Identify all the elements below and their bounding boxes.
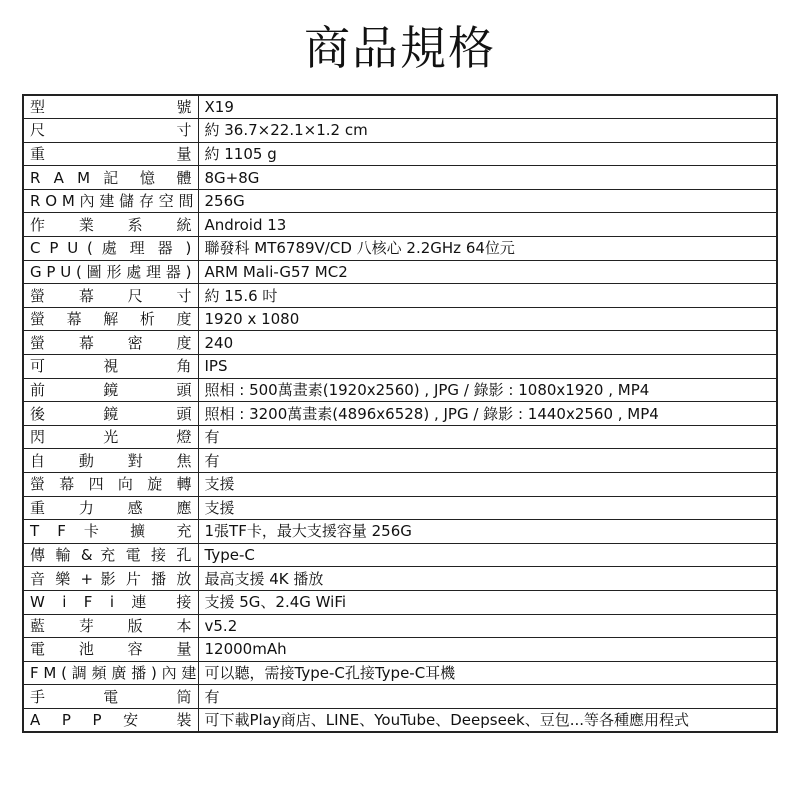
spec-value: 有	[198, 449, 777, 473]
spec-label: 音 樂 + 影 片 播 放	[30, 569, 192, 588]
spec-row	[23, 166, 777, 190]
spec-row	[23, 284, 777, 308]
spec-label: 型 號	[30, 98, 192, 117]
spec-row	[23, 119, 777, 143]
spec-row	[23, 237, 777, 261]
spec-label-cell	[23, 378, 198, 402]
spec-label: 藍 芽 版 本	[30, 616, 192, 635]
spec-value: 有	[198, 425, 777, 449]
spec-label-cell	[23, 355, 198, 379]
spec-label: W i F i 連 接	[30, 593, 192, 612]
spec-value: 有	[198, 685, 777, 709]
spec-label-cell	[23, 213, 198, 237]
spec-label: 尺 寸	[30, 121, 192, 140]
spec-label-cell	[23, 237, 198, 261]
spec-value: 可下載Play商店、LINE、YouTube、Deepseek、豆包...等各種應用程式	[198, 708, 777, 732]
spec-label-cell	[23, 708, 198, 732]
spec-row	[23, 520, 777, 544]
spec-row	[23, 189, 777, 213]
spec-row	[23, 543, 777, 567]
spec-label-cell	[23, 189, 198, 213]
spec-value: 最高支援 4K 播放	[198, 567, 777, 591]
spec-label: 後 鏡 頭	[30, 404, 192, 423]
spec-label-cell	[23, 567, 198, 591]
spec-row	[23, 685, 777, 709]
spec-row	[23, 473, 777, 497]
spec-label-cell	[23, 614, 198, 638]
spec-label: A P P 安 裝	[30, 710, 192, 729]
spec-value: Android 13	[198, 213, 777, 237]
spec-value: IPS	[198, 355, 777, 379]
spec-label: 螢 幕 解 析 度	[30, 310, 192, 329]
spec-label-cell	[23, 685, 198, 709]
spec-value: 可以聽，需接Type-C孔接Type-C耳機	[198, 661, 777, 685]
spec-row	[23, 402, 777, 426]
spec-row	[23, 213, 777, 237]
spec-label: 作 業 系 統	[30, 215, 192, 234]
spec-value: X19	[198, 95, 777, 119]
spec-label-cell	[23, 402, 198, 426]
spec-label: 電 池 容 量	[30, 640, 192, 659]
spec-label-cell	[23, 425, 198, 449]
spec-label-cell	[23, 260, 198, 284]
page-title: 商品規格	[304, 21, 496, 75]
spec-label: 螢 幕 密 度	[30, 333, 192, 352]
spec-label: T F 卡 擴 充	[30, 522, 192, 541]
spec-row	[23, 355, 777, 379]
spec-label: 傳 輸 & 充 電 接 孔	[30, 546, 192, 565]
spec-label: F M ( 調 頻 廣 播 ) 內 建	[30, 664, 197, 683]
spec-table	[22, 94, 778, 733]
spec-row	[23, 378, 777, 402]
spec-label-cell	[23, 449, 198, 473]
spec-label: 前 鏡 頭	[30, 380, 192, 399]
spec-row	[23, 307, 777, 331]
spec-label: 閃 光 燈	[30, 428, 192, 447]
spec-label-cell	[23, 95, 198, 119]
spec-label: 可 視 角	[30, 357, 192, 376]
spec-row	[23, 661, 777, 685]
spec-row	[23, 708, 777, 732]
spec-value: 約 1105 g	[198, 142, 777, 166]
spec-label-cell	[23, 119, 198, 143]
spec-value: 1張TF卡，最大支援容量 256G	[198, 520, 777, 544]
spec-label-cell	[23, 331, 198, 355]
spec-value: 約 15.6 吋	[198, 284, 777, 308]
spec-row	[23, 567, 777, 591]
spec-row	[23, 638, 777, 662]
spec-label-cell	[23, 661, 198, 685]
spec-label: C P U ( 處 理 器 )	[30, 239, 192, 258]
spec-row	[23, 260, 777, 284]
spec-value: 12000mAh	[198, 638, 777, 662]
spec-value: 240	[198, 331, 777, 355]
spec-label: 自 動 對 焦	[30, 451, 192, 470]
spec-value: 8G+8G	[198, 166, 777, 190]
spec-label: 螢 幕 四 向 旋 轉	[30, 475, 192, 494]
spec-label-cell	[23, 284, 198, 308]
spec-label-cell	[23, 142, 198, 166]
spec-row	[23, 614, 777, 638]
spec-label-cell	[23, 638, 198, 662]
spec-label: 螢 幕 尺 寸	[30, 286, 192, 305]
spec-label-cell	[23, 307, 198, 331]
spec-row	[23, 425, 777, 449]
spec-row	[23, 95, 777, 119]
spec-value: 256G	[198, 189, 777, 213]
spec-value: Type-C	[198, 543, 777, 567]
spec-value: 聯發科 MT6789V/CD 八核心 2.2GHz 64位元	[198, 237, 777, 261]
spec-label: 重 量	[30, 144, 192, 163]
spec-label: R A M 記 憶 體	[30, 168, 192, 187]
spec-table-body	[23, 95, 777, 732]
spec-row	[23, 449, 777, 473]
spec-row	[23, 331, 777, 355]
spec-label: 手 電 筒	[30, 687, 192, 706]
spec-label-cell	[23, 473, 198, 497]
spec-label-cell	[23, 520, 198, 544]
spec-row	[23, 142, 777, 166]
spec-value: 照相 : 3200萬畫素(4896x6528) , JPG / 錄影 : 1440x2560 , MP4	[198, 402, 777, 426]
spec-value: 支援	[198, 473, 777, 497]
spec-label-cell	[23, 496, 198, 520]
spec-label-cell	[23, 590, 198, 614]
spec-label: 重 力 感 應	[30, 498, 192, 517]
spec-value: ARM Mali-G57 MC2	[198, 260, 777, 284]
spec-value: v5.2	[198, 614, 777, 638]
spec-label: G P U ( 圖 形 處 理 器 )	[30, 262, 192, 281]
spec-label-cell	[23, 166, 198, 190]
spec-value: 支援 5G、2.4G WiFi	[198, 590, 777, 614]
spec-row	[23, 590, 777, 614]
spec-value: 支援	[198, 496, 777, 520]
spec-row	[23, 496, 777, 520]
spec-label: R O M 內 建 儲 存 空 間	[30, 192, 194, 211]
spec-value: 約 36.7×22.1×1.2 cm	[198, 119, 777, 143]
spec-label-cell	[23, 543, 198, 567]
spec-value: 1920 x 1080	[198, 307, 777, 331]
spec-value: 照相 : 500萬畫素(1920x2560) , JPG / 錄影 : 1080x1920 , MP4	[198, 378, 777, 402]
